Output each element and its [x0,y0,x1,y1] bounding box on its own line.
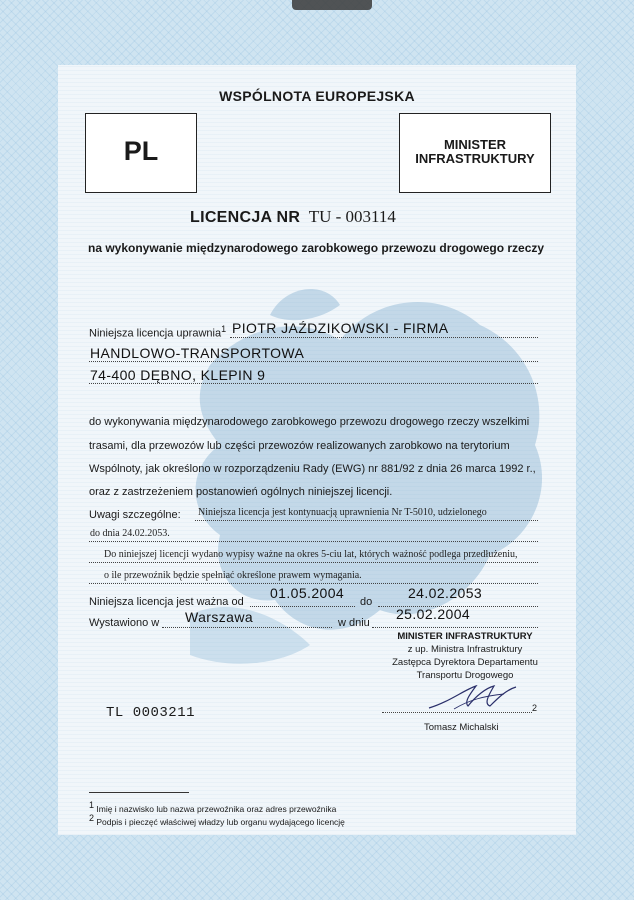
footnote-marker-1: 1 [221,324,227,334]
authority-box [399,113,551,193]
binding-mark [292,0,372,10]
license-number: TU - 003114 [308,207,396,226]
body-text-line-4: oraz z zastrzeżeniem postanowień ogólnych niniejszej licencji. [89,486,393,498]
signatory-line-1: z up. Ministra Infrastruktury [407,644,523,655]
body-text-line-1: do wykonywania międzynarodowego zarobkowego przewozu drogowego rzeczy wszelkimi [89,416,530,428]
dotted-line [89,361,538,362]
dotted-line [89,583,538,584]
authority-line-1: MINISTER [443,137,507,152]
dotted-line [89,562,538,563]
footnote-2 [89,813,345,827]
remarks-line-3: Do niniejszej licencji wydano wypisy ważne na okres 5-ciu lat, których ważność podlega przedłużeniu, [104,549,518,560]
license-title-prefix: LICENCJA NR [190,209,301,226]
dotted-line [162,627,332,628]
serial-number: TL 0003211 [106,705,196,721]
signatory-line-2: Zastępca Dyrektora Departamentu [392,657,538,668]
valid-to-date: 24.02.2053 [408,585,483,601]
remarks-line-2: do dnia 24.02.2053. [90,528,170,539]
handwritten-signature [424,682,524,712]
valid-to-label: do [360,596,373,608]
holder-name-line-2: HANDLOWO-TRANSPORTOWA [90,345,305,361]
remarks-line-1: Niniejsza licencja jest kontynuacją uprawnienia Nr T-5010, udzielonego [198,507,487,518]
issued-date: 25.02.2004 [396,606,471,622]
footnote-marker-2: 2 [532,703,538,713]
footnote-1 [89,800,336,814]
valid-from-date: 01.05.2004 [270,585,345,601]
footnote-1-text: Imię i nazwisko lub nazwa przewoźnika oraz adres przewoźnika [96,803,337,814]
remarks-line-4: o ile przewoźnik będzie spełniać określone prawem wymagania. [104,570,362,581]
signatory-line-3: Transportu Drogowego [416,670,514,681]
footnote-1-mark: 1 [89,800,95,810]
dotted-line [230,337,538,338]
dotted-line [250,606,355,607]
authority-line-2: INFRASTRUKTURY [415,151,535,166]
dotted-line [89,541,538,542]
dotted-line [195,520,538,521]
body-text-line-2: trasami, dla przewozów lub części przewozów realizowanych zarobkowo na terytorium [89,440,510,452]
remarks-label: Uwagi szczególne: [89,509,181,521]
country-code-box [85,113,197,193]
union-heading: WSPÓLNOTA EUROPEJSKA [219,88,415,104]
license-title [190,207,396,227]
footnote-divider [89,792,189,793]
footnote-2-text: Podpis i pieczęć właściwej władzy lub organu wydającego licencję [96,816,345,827]
signatory-stamp [365,630,565,682]
body-text-line-3: Wspólnoty, jak określono w rozporządzeniu Rady (EWG) nr 881/92 z dnia 26 marca 1992 r., [89,463,536,475]
holder-address: 74-400 DĘBNO, KLEPIN 9 [90,367,266,383]
holder-name-line-1: PIOTR JAŹDZIKOWSKI - FIRMA [232,320,449,336]
license-subtitle: na wykonywanie międzynarodowego zarobkowego przewozu drogowego rzeczy [88,241,545,255]
holder-label-text: Niniejsza licencja uprawnia [89,327,222,340]
country-code: PL [123,136,159,166]
dotted-line [372,627,538,628]
signature-line [382,712,532,713]
footnote-2-mark: 2 [89,813,95,823]
dotted-line [89,383,538,384]
issued-label: Wystawiono w [89,617,160,629]
issued-date-label: w dniu [338,617,370,629]
signatory-title: MINISTER INFRASTRUKTURY [397,631,533,642]
authority-name [400,138,550,166]
validity-label: Niniejsza licencja jest ważna od [89,596,244,608]
issued-place: Warszawa [185,609,254,625]
holder-label [89,324,226,340]
signatory-name: Tomasz Michalski [424,722,499,733]
